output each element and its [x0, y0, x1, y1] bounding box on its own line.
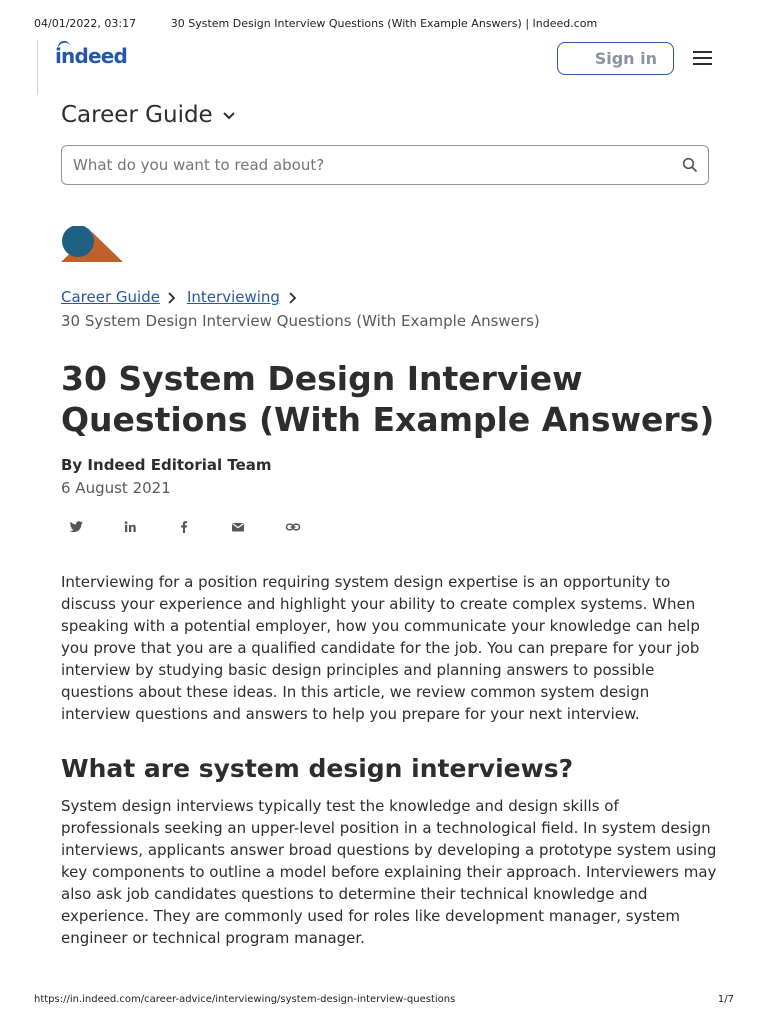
linkedin-icon[interactable] [122, 519, 138, 535]
article-date: 6 August 2021 [61, 479, 171, 497]
breadcrumb-interviewing[interactable]: Interviewing [187, 288, 280, 306]
sign-in-button[interactable]: Sign in [557, 42, 674, 75]
career-guide-illustration [61, 226, 123, 262]
search-icon[interactable] [682, 157, 698, 173]
logo-text: indeed [55, 44, 128, 68]
article-title: 30 System Design Interview Questions (With Example Answers) [61, 359, 715, 439]
section-body: System design interviews typically test the knowledge and design skills of professionals seeking an upper-level position in a technological field. In system design interviews, applicants answer broad questions by developing a prototype system using key components to outline a model before explaining their approach. Interviewers may also ask job candidates questions to determine their technical knowledge and experience. They are commonly used for roles like development manager, system engineer or technical program manager. [61, 797, 717, 947]
link-icon[interactable] [285, 519, 301, 535]
indeed-logo[interactable] [55, 44, 127, 68]
print-doc-title: 30 System Design Interview Questions (With Example Answers) | Indeed.com [170, 17, 598, 30]
print-header [0, 17, 768, 31]
breadcrumb-career-guide[interactable]: Career Guide [61, 288, 160, 306]
article-intro: Interviewing for a position requiring system design expertise is an opportunity to discuss your experience and highlight your ability to create complex systems. When speaking with a potential employer, how you communicate your knowledge can help you prove that you are a qualified candidate for the job. You can prepare for your job interview by studying basic design principles and planning answers to possible questions about these ideas. In this article, we review common system design interview questions and answers to help you prepare for your next interview. [61, 573, 700, 723]
twitter-icon[interactable] [68, 519, 84, 535]
print-url: https://in.indeed.com/career-advice/interviewing/system-design-interview-questions [34, 994, 456, 1005]
breadcrumb-current: 30 System Design Interview Questions (With Example Answers) [61, 312, 540, 330]
section-heading: What are system design interviews? [61, 754, 574, 783]
article-author: By Indeed Editorial Team [61, 456, 272, 474]
hamburger-menu-icon[interactable] [693, 51, 712, 65]
divider [37, 40, 38, 95]
email-icon[interactable] [230, 519, 246, 535]
chevron-down-icon[interactable] [221, 110, 237, 122]
print-page-number: 1/7 [717, 994, 734, 1005]
search-input[interactable] [61, 145, 709, 185]
chevron-right-icon [167, 292, 177, 304]
chevron-right-icon [288, 292, 298, 304]
print-date: 04/01/2022, 03:17 [34, 17, 137, 30]
career-guide-title[interactable]: Career Guide [61, 102, 213, 128]
facebook-icon[interactable] [176, 519, 192, 535]
